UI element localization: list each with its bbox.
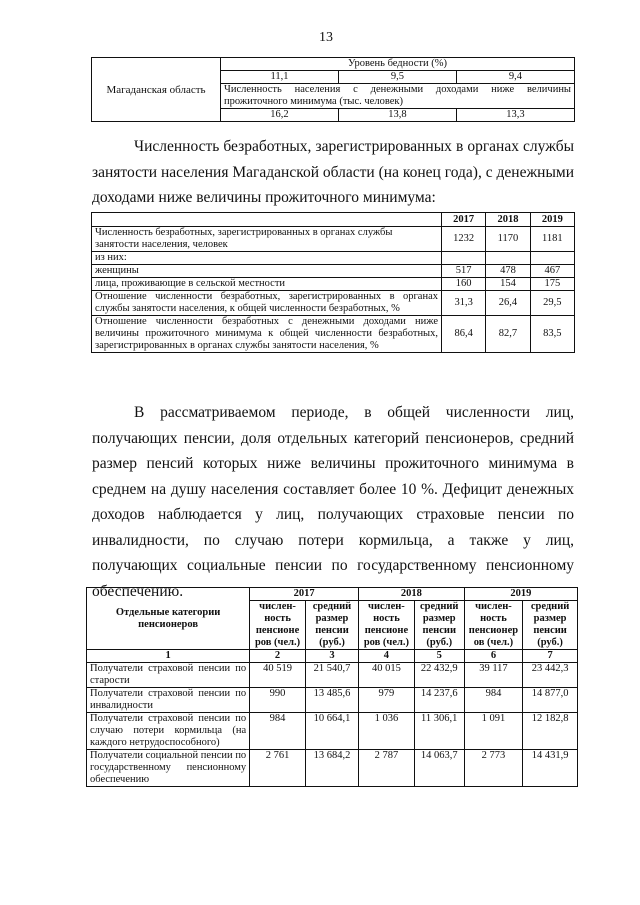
page-number: 13 xyxy=(319,30,333,45)
region-cell: Магаданская область xyxy=(92,58,221,122)
pensioners-table xyxy=(86,587,578,787)
sub-header: средний размер пенсии (руб.) xyxy=(305,601,358,650)
table-row xyxy=(92,227,575,252)
income-value: 13,8 xyxy=(338,109,456,122)
poverty-table xyxy=(91,57,575,122)
cell-value: 11 306,1 xyxy=(414,713,464,750)
cell-value: 1170 xyxy=(486,227,530,252)
row-label: Получатели социальной пенсии по государственному пенсионному обеспечению xyxy=(87,750,250,787)
cell-value: 40 015 xyxy=(359,663,415,688)
row-label: Получатели страховой пенсии по случаю потери кормильца (на каждого нетрудоспособного) xyxy=(87,713,250,750)
col-number: 3 xyxy=(305,650,358,663)
cell-value: 86,4 xyxy=(442,316,486,353)
cell-value: 31,3 xyxy=(442,291,486,316)
row-label: Получатели страховой пенсии по старости xyxy=(87,663,250,688)
poverty-header: Уровень бедности (%) xyxy=(221,58,575,71)
cell-value: 10 664,1 xyxy=(305,713,358,750)
sub-header: средний размер пенсии (руб.) xyxy=(523,601,578,650)
row-label: из них: xyxy=(92,252,442,265)
table-row xyxy=(92,316,575,353)
table-row xyxy=(87,713,578,750)
col-number: 2 xyxy=(250,650,306,663)
cell-value: 2 761 xyxy=(250,750,306,787)
cell-value: 175 xyxy=(530,278,574,291)
cell-value: 1232 xyxy=(442,227,486,252)
cell-value: 40 519 xyxy=(250,663,306,688)
col-number: 4 xyxy=(359,650,415,663)
cell-value: 984 xyxy=(464,688,522,713)
year-header: 2019 xyxy=(464,588,577,601)
table-row xyxy=(92,252,575,265)
cell-value: 29,5 xyxy=(530,291,574,316)
cell-value: 517 xyxy=(442,265,486,278)
poverty-value: 11,1 xyxy=(221,71,339,84)
cell-value: 979 xyxy=(359,688,415,713)
year-header: 2017 xyxy=(442,213,486,227)
sub-header: числен-ность пенсионер ов (чел.) xyxy=(464,601,522,650)
row-label: лица, проживающие в сельской местности xyxy=(92,278,442,291)
cell-value: 2 773 xyxy=(464,750,522,787)
table-row xyxy=(87,663,578,688)
cell-value: 984 xyxy=(250,713,306,750)
row-label: Отношение численности безработных, зарегистрированных в органах службы занятости населения, к общей численности безработных, % xyxy=(92,291,442,316)
year-header: 2018 xyxy=(359,588,465,601)
cell-value: 12 182,8 xyxy=(523,713,578,750)
cell-value: 467 xyxy=(530,265,574,278)
col-number: 5 xyxy=(414,650,464,663)
year-header: 2017 xyxy=(250,588,359,601)
cell-value: 21 540,7 xyxy=(305,663,358,688)
row-label: Получатели страховой пенсии по инвалидности xyxy=(87,688,250,713)
row-label: Отношение численности безработных с денежными доходами ниже величины прожиточного минимума к общей численности безработных, зарегистрированных в органах службы занятости населения, % xyxy=(92,316,442,353)
sub-header: числен-ность пенсионе ров (чел.) xyxy=(250,601,306,650)
cell-value: 14 063,7 xyxy=(414,750,464,787)
category-header: Отдельные категории пенсионеров xyxy=(87,588,250,650)
col-number: 6 xyxy=(464,650,522,663)
table-row xyxy=(92,278,575,291)
income-value: 13,3 xyxy=(456,109,574,122)
cell-value: 13 485,6 xyxy=(305,688,358,713)
cell-value: 83,5 xyxy=(530,316,574,353)
cell-value: 39 117 xyxy=(464,663,522,688)
cell-value: 154 xyxy=(486,278,530,291)
cell-value: 82,7 xyxy=(486,316,530,353)
year-header: 2018 xyxy=(486,213,530,227)
year-header: 2019 xyxy=(530,213,574,227)
poverty-value: 9,5 xyxy=(338,71,456,84)
table-row xyxy=(92,265,575,278)
unemployed-table xyxy=(91,212,575,353)
table-row xyxy=(87,750,578,787)
cell-value: 22 432,9 xyxy=(414,663,464,688)
cell-value: 478 xyxy=(486,265,530,278)
paragraph-unemployed-intro: Численность безработных, зарегистрированных в органах службы занятости населения Магаданской области (на конец года), с денежными доходами ниже величины прожиточного минимума: xyxy=(92,138,574,206)
sub-header: числен-ность пенсионе ров (чел.) xyxy=(359,601,415,650)
income-label: Численность населения с денежными доходами ниже величины прожиточного минимума (тыс. человек) xyxy=(221,84,575,109)
paragraph-pensioners: В рассматриваемом периоде, в общей численности лиц, получающих пенсии, доля отдельных категорий пенсионеров, средний размер пенсий которых ниже величины прожиточного минимума в среднем на душу населения составляет более 10 %. Дефицит денежных доходов наблюдается у лиц, получающих страховые пенсии по инвалидности, по случаю потери кормильца, а также у лиц, получающих социальные пенсии по государственному пенсионному обеспечению. xyxy=(92,404,574,600)
cell-value: 2 787 xyxy=(359,750,415,787)
cell-value: 14 877,0 xyxy=(523,688,578,713)
poverty-value: 9,4 xyxy=(456,71,574,84)
table-row xyxy=(92,291,575,316)
cell-value: 13 684,2 xyxy=(305,750,358,787)
income-value: 16,2 xyxy=(221,109,339,122)
cell-value: 14 431,9 xyxy=(523,750,578,787)
sub-header: средний размер пенсии (руб.) xyxy=(414,601,464,650)
table-row xyxy=(87,688,578,713)
col-number: 1 xyxy=(87,650,250,663)
cell-value: 1181 xyxy=(530,227,574,252)
cell-value: 23 442,3 xyxy=(523,663,578,688)
cell-value: 160 xyxy=(442,278,486,291)
row-label: Численность безработных, зарегистрированных в органах службы занятости населения, человек xyxy=(92,227,442,252)
cell-value: 1 036 xyxy=(359,713,415,750)
cell-value: 14 237,6 xyxy=(414,688,464,713)
cell-value: 1 091 xyxy=(464,713,522,750)
row-label: женщины xyxy=(92,265,442,278)
cell-value: 26,4 xyxy=(486,291,530,316)
cell-value: 990 xyxy=(250,688,306,713)
col-number: 7 xyxy=(523,650,578,663)
